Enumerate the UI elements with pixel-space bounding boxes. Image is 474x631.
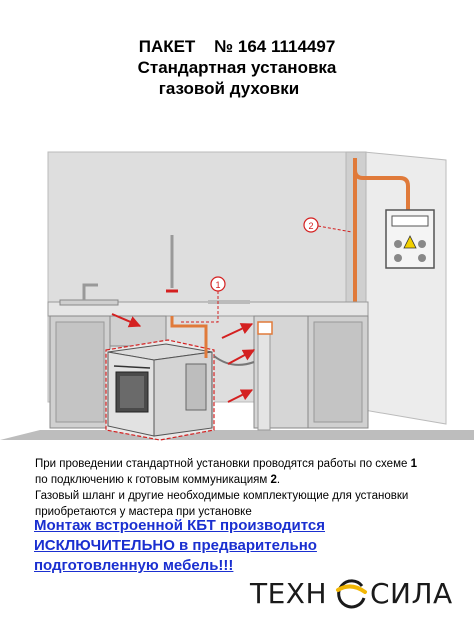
cabinet-right-door <box>314 322 362 422</box>
oven <box>106 340 214 440</box>
sink <box>60 300 118 305</box>
callout-1-label: 1 <box>215 280 221 290</box>
description-line-1: При проведении стандартной установки проводятся работы по схеме 1 <box>35 458 417 470</box>
meter-knob <box>394 240 402 248</box>
notice-line-1: Монтаж встроенной КБТ производится <box>34 517 326 534</box>
wall-socket <box>258 322 272 334</box>
meter-knob <box>418 254 426 262</box>
logo-text-part-2: СИЛА <box>370 577 453 610</box>
cabinet-mid <box>110 316 166 346</box>
logo-o-icon <box>334 578 368 610</box>
side-wall <box>364 152 446 424</box>
hob-cutout <box>208 300 250 304</box>
description <box>35 456 455 520</box>
meter-knob <box>394 254 402 262</box>
description-line-2: по подключению к готовым коммуникациям 2. <box>35 474 281 486</box>
open-door-panel <box>258 330 270 430</box>
description-line-3: Газовый шланг и другие необходимые комплектующие для установки <box>35 490 409 502</box>
kitchen-installation-illustration <box>0 140 474 445</box>
logo-text-part-1: ТЕХН <box>250 577 328 610</box>
description-line-4: приобретаются у мастера при установке <box>35 506 252 518</box>
gas-meter-display <box>392 216 428 226</box>
title-line-3: газовой духовки <box>158 79 300 98</box>
meter-knob <box>418 240 426 248</box>
installation-notice <box>34 516 364 576</box>
title-line-1: ПАКЕТ № 164 1114497 <box>138 37 336 56</box>
title-line-2: Стандартная установка <box>137 58 337 77</box>
notice-line-2: ИСКЛЮЧИТЕЛЬНО в предварительно <box>34 537 317 554</box>
callout-2-label: 2 <box>308 221 314 231</box>
title-block <box>0 36 474 99</box>
notice-line-3: подготовленную мебель!!! <box>34 557 234 574</box>
floor <box>0 430 474 440</box>
tehnosila-logo <box>250 574 453 614</box>
cabinet-left-door <box>56 322 104 422</box>
